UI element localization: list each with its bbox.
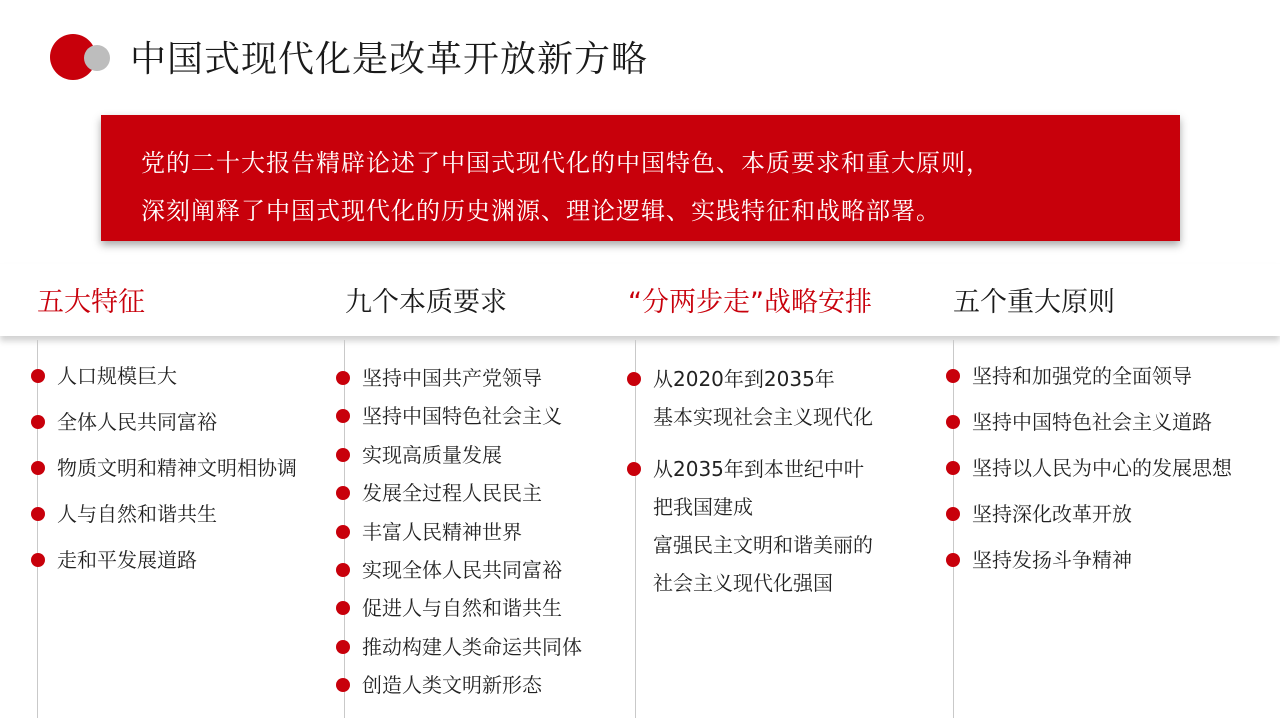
column-heading-two-step-strategy: “分两步走”战略安排 <box>628 287 872 318</box>
bullet-dot-icon <box>31 415 45 429</box>
list-item-text: 坚持中国特色社会主义 <box>362 404 562 429</box>
list-item-text: 人口规模巨大 <box>57 364 177 388</box>
bullet-dot-icon <box>336 678 350 692</box>
list-item <box>972 499 1232 545</box>
two-step-strategy-list <box>653 360 873 616</box>
list-item-text: 坚持中国共产党领导 <box>362 366 542 390</box>
bullet-dot-icon <box>31 461 45 475</box>
list-item-text: 丰富人民精神世界 <box>362 519 522 544</box>
list-item-text: 实现高质量发展 <box>362 442 502 467</box>
list-item-text: 坚持深化改革开放 <box>972 502 1132 526</box>
bullet-dot-icon <box>336 409 350 423</box>
list-item-text: 坚持中国特色社会主义道路 <box>972 410 1212 434</box>
list-item-text: 坚持和加强党的全面领导 <box>972 364 1192 388</box>
list-item-text: 推动构建人类命运共同体 <box>362 634 582 659</box>
list-item <box>362 593 582 631</box>
list-item-text: 发展全过程人民民主 <box>362 481 542 506</box>
bullet-dot-icon <box>336 486 350 500</box>
list-item-text: 从2035年到本世纪中叶 <box>653 457 864 481</box>
logo-circles <box>50 34 116 82</box>
bullet-dot-icon <box>946 461 960 475</box>
list-item <box>362 363 582 401</box>
bullet-dot-icon <box>627 372 641 386</box>
list-item-text: 全体人民共同富裕 <box>57 410 217 434</box>
bullet-dot-icon <box>336 525 350 539</box>
list-item <box>362 555 582 593</box>
list-item-text: 物质文明和精神文明相协调 <box>57 456 297 480</box>
list-item-text: 坚持发扬斗争精神 <box>972 548 1132 572</box>
banner-line-1: 党的二十大报告精辟论述了中国式现代化的中国特色、本质要求和重大原则， <box>141 149 991 177</box>
column-divider <box>635 340 636 718</box>
list-item-text: 实现全体人民共同富裕 <box>362 557 562 582</box>
list-item <box>972 361 1232 407</box>
list-item <box>362 440 582 478</box>
bullet-dot-icon <box>946 553 960 567</box>
list-item <box>57 361 297 407</box>
list-item <box>57 453 297 499</box>
bullet-dot-icon <box>31 507 45 521</box>
bullet-dot-icon <box>627 462 641 476</box>
column-divider <box>37 340 38 718</box>
list-item <box>362 517 582 555</box>
page-title: 中国式现代化是改革开放新方略 <box>130 39 649 80</box>
list-item <box>362 401 582 439</box>
list-item-text: 富强民主文明和谐美丽的 <box>653 533 873 557</box>
list-item <box>362 632 582 670</box>
bullet-dot-icon <box>31 369 45 383</box>
column-heading-five-principles: 五个重大原则 <box>953 287 1115 318</box>
list-item <box>57 545 297 591</box>
list-item-text: 把我国建成 <box>653 495 753 519</box>
bullet-dot-icon <box>336 448 350 462</box>
list-item-text: 社会主义现代化强国 <box>653 571 833 595</box>
list-item-text: 基本实现社会主义现代化 <box>653 405 873 429</box>
list-item <box>57 407 297 453</box>
list-item-text: 促进人与自然和谐共生 <box>362 596 562 621</box>
list-item-text: 从2020年到2035年 <box>653 367 835 391</box>
bullet-dot-icon <box>336 371 350 385</box>
list-item <box>972 453 1232 499</box>
list-item-text: 人与自然和谐共生 <box>57 502 217 526</box>
nine-requirements-list <box>362 363 582 709</box>
bullet-dot-icon <box>946 415 960 429</box>
list-item <box>972 545 1232 591</box>
summary-banner <box>101 115 1180 241</box>
list-item <box>362 478 582 516</box>
list-item-text: 坚持以人民为中心的发展思想 <box>972 456 1232 480</box>
list-item <box>362 670 582 708</box>
banner-line-2: 深刻阐释了中国式现代化的历史渊源、理论逻辑、实践特征和战略部署。 <box>141 197 941 225</box>
logo-gray-circle <box>84 45 110 71</box>
column-heading-five-features: 五大特征 <box>37 287 145 318</box>
bullet-dot-icon <box>336 601 350 615</box>
bullet-dot-icon <box>31 553 45 567</box>
list-item <box>972 407 1232 453</box>
bullet-dot-icon <box>336 640 350 654</box>
list-item-text: 走和平发展道路 <box>57 548 197 572</box>
list-item <box>653 450 873 602</box>
five-principles-list <box>972 361 1232 591</box>
list-item-text: 创造人类文明新形态 <box>362 673 542 698</box>
bullet-dot-icon <box>946 369 960 383</box>
bullet-dot-icon <box>946 507 960 521</box>
column-divider <box>953 340 954 718</box>
bullet-dot-icon <box>336 563 350 577</box>
column-heading-nine-requirements: 九个本质要求 <box>345 287 507 318</box>
five-features-list <box>57 361 297 591</box>
list-item <box>57 499 297 545</box>
list-item <box>653 360 873 436</box>
